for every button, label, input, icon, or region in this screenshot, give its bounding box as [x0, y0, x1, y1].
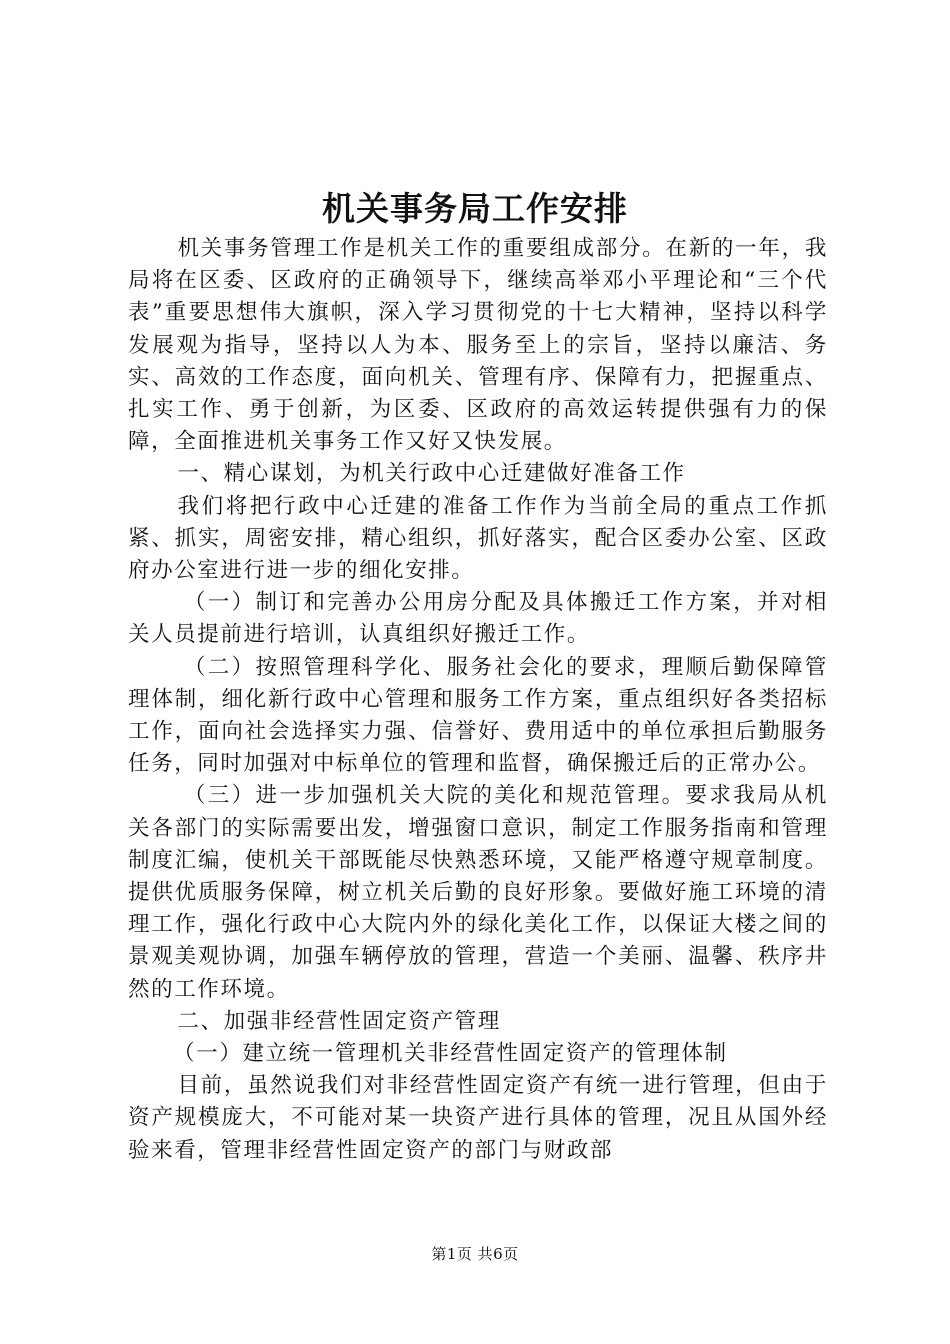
page-number-footer: 第1页 共6页: [431, 1245, 519, 1263]
document-title: 机关事务局工作安排: [322, 189, 628, 228]
section-2-paragraph: 目前，虽然说我们对非经营性固定资产有统一进行管理，但由于资产规模庞大，不可能对某一块资产进行具体的管理，况且从国外经验来看，管理非经营性固定资产的部门与财政部: [128, 1073, 828, 1163]
section-1-item-2: （二）按照管理科学化、服务社会化的要求，理顺后勤保障管理体制，细化新行政中心管理和服务工作方案，重点组织好各类招标工作，面向社会选择实力强、信誉好、费用适中的单位承担后勤服务任务，同时加强对中标单位的管理和监督，确保搬迁后的正常办公。: [128, 654, 828, 777]
section-1-item-3: （三）进一步加强机关大院的美化和规范管理。要求我局从机关各部门的实际需要出发，增强窗口意识，制定工作服务指南和管理制度汇编，使机关干部既能尽快熟悉环境，又能严格遵守规章制度。提供优质服务保障，树立机关后勤的良好形象。要做好施工环境的清理工作，强化行政中心大院内外的绿化美化工作，以保证大楼之间的景观美观协调，加强车辆停放的管理，营造一个美丽、温馨、秩序井然的工作环境。: [128, 783, 828, 1002]
document-body: [128, 233, 828, 1167]
section-1-item-1: （一）制订和完善办公用房分配及具体搬迁工作方案，并对相关人员提前进行培训，认真组织好搬迁工作。: [128, 590, 828, 648]
section-heading-1: 一、精心谋划，为机关行政中心迁建做好准备工作: [177, 461, 686, 487]
section-1-paragraph: 我们将把行政中心迁建的准备工作作为当前全局的重点工作抓紧、抓实，周密安排，精心组织，抓好落实，配合区委办公室、区政府办公室进行进一步的细化安排。: [128, 493, 828, 584]
section-2-item-1-heading: （一）建立统一管理机关非经营性固定资产的管理体制: [173, 1041, 728, 1067]
intro-paragraph: 机关事务管理工作是机关工作的重要组成部分。在新的一年，我局将在区委、区政府的正确领导下，继续高举邓小平理论和“三个代表”重要思想伟大旗帜，深入学习贯彻党的十七大精神，坚持以科学发展观为指导，坚持以人为本、服务至上的宗旨，坚持以廉洁、务实、高效的工作态度，面向机关、管理有序、保障有力，把握重点、扎实工作、勇于创新，为区委、区政府的高效运转提供强有力的保障，全面推进机关事务工作又好又快发展。: [128, 236, 828, 455]
section-heading-2: 二、加强非经营性固定资产管理: [177, 1008, 501, 1034]
